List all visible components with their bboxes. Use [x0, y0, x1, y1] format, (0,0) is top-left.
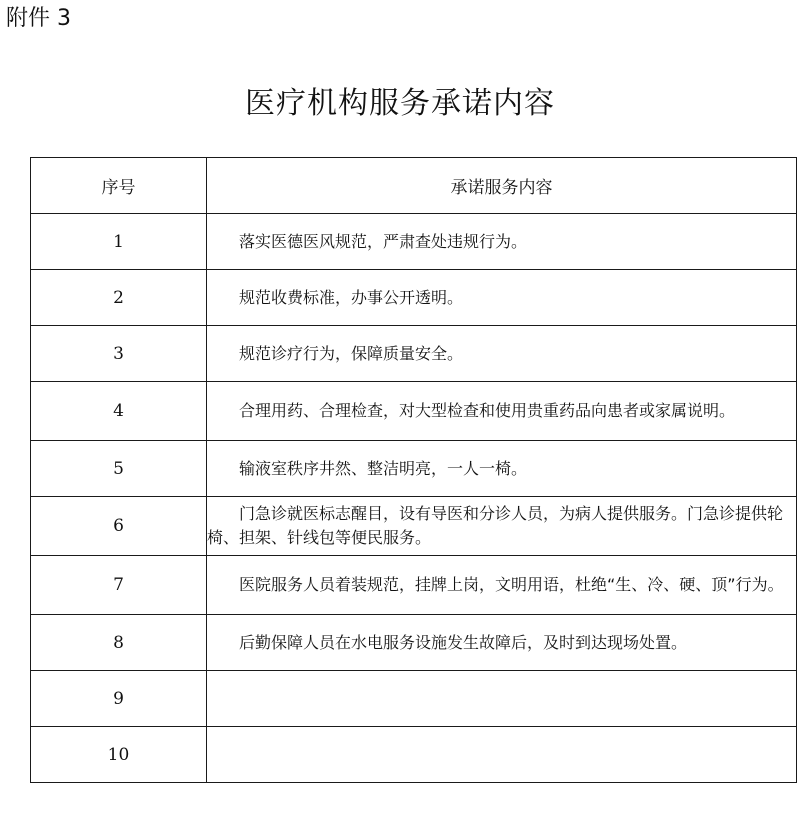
row-number: 6	[31, 497, 207, 556]
row-content: 规范收费标准，办事公开透明。	[207, 270, 797, 326]
header-content: 承诺服务内容	[207, 158, 797, 214]
row-content	[207, 727, 797, 783]
row-content: 输液室秩序井然、整洁明亮，一人一椅。	[207, 441, 797, 497]
row-number: 3	[31, 326, 207, 382]
table-row	[31, 214, 797, 270]
row-content: 合理用药、合理检查，对大型检查和使用贵重药品向患者或家属说明。	[207, 382, 797, 441]
row-content: 医院服务人员着装规范，挂牌上岗，文明用语，杜绝“生、冷、硬、顶”行为。	[207, 556, 797, 615]
attachment-label: 附件 3	[6, 6, 71, 31]
row-content: 门急诊就医标志醒目，设有导医和分诊人员，为病人提供服务。门急诊提供轮椅、担架、针线包等便民服务。	[207, 497, 797, 556]
row-number: 8	[31, 615, 207, 671]
row-number: 9	[31, 671, 207, 727]
table-row	[31, 615, 797, 671]
table-row	[31, 441, 797, 497]
row-content	[207, 671, 797, 727]
table-row	[31, 727, 797, 783]
row-number: 2	[31, 270, 207, 326]
document-title: 医疗机构服务承诺内容	[245, 86, 555, 121]
row-number: 1	[31, 214, 207, 270]
table-row	[31, 270, 797, 326]
row-content: 规范诊疗行为，保障质量安全。	[207, 326, 797, 382]
table-row	[31, 556, 797, 615]
row-number: 10	[31, 727, 207, 783]
table-row	[31, 382, 797, 441]
table-row	[31, 497, 797, 556]
table-header-row	[31, 158, 797, 214]
service-pledge-table	[30, 157, 797, 783]
row-number: 5	[31, 441, 207, 497]
row-content: 后勤保障人员在水电服务设施发生故障后，及时到达现场处置。	[207, 615, 797, 671]
row-number: 4	[31, 382, 207, 441]
table-row	[31, 671, 797, 727]
header-number: 序号	[31, 158, 207, 214]
row-content: 落实医德医风规范，严肃查处违规行为。	[207, 214, 797, 270]
row-number: 7	[31, 556, 207, 615]
table-row	[31, 326, 797, 382]
